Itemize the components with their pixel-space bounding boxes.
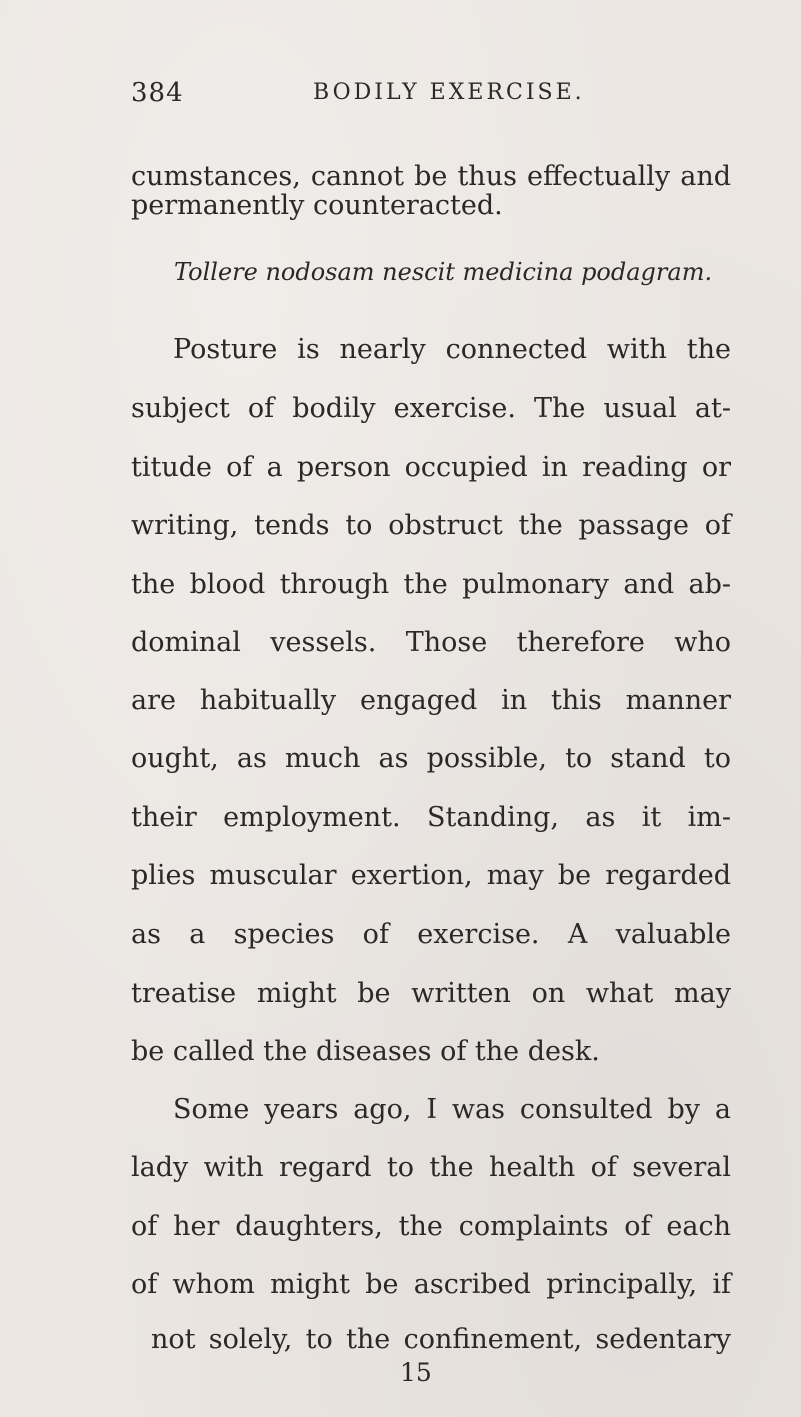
paragraph-first-line: Posture is nearly connected with the [173, 334, 731, 365]
text-line: the blood through the pulmonary and ab- [131, 569, 731, 600]
text-line: dominal vessels. Those therefore who [131, 627, 731, 658]
text-line: of whom might be ascribed principally, if [131, 1269, 731, 1300]
text-line: lady with regard to the health of several [131, 1152, 731, 1183]
text-line: not solely, to the confinement, sedentary [151, 1324, 731, 1355]
signature-mark: 15 [400, 1358, 432, 1387]
latin-quotation: Tollere nodosam nescit medicina podagram. [174, 258, 713, 286]
text-line: titude of a person occupied in reading or [131, 452, 731, 483]
text-line: writing, tends to obstruct the passage of [131, 510, 731, 541]
text-line: treatise might be written on what may [131, 978, 731, 1009]
paragraph-first-line: Some years ago, I was consulted by a [173, 1094, 731, 1125]
text-line: permanently counteracted. [131, 190, 503, 221]
text-line: of her daughters, the complaints of each [131, 1211, 731, 1242]
running-head [131, 78, 731, 118]
text-line: their employment. Standing, as it im- [131, 802, 731, 833]
running-title: BODILY EXERCISE. [313, 80, 585, 105]
text-line: be called the diseases of the desk. [131, 1036, 600, 1067]
page-number: 384 [131, 78, 184, 108]
text-line: subject of bodily exercise. The usual at- [131, 393, 731, 424]
text-line: plies muscular exertion, may be regarded [131, 860, 731, 891]
text-line: ought, as much as possible, to stand to [131, 743, 731, 774]
text-line: as a species of exercise. A valuable [131, 919, 731, 950]
text-line: are habitually engaged in this manner [131, 685, 731, 716]
text-line: cumstances, cannot be thus effectually and [131, 161, 731, 192]
